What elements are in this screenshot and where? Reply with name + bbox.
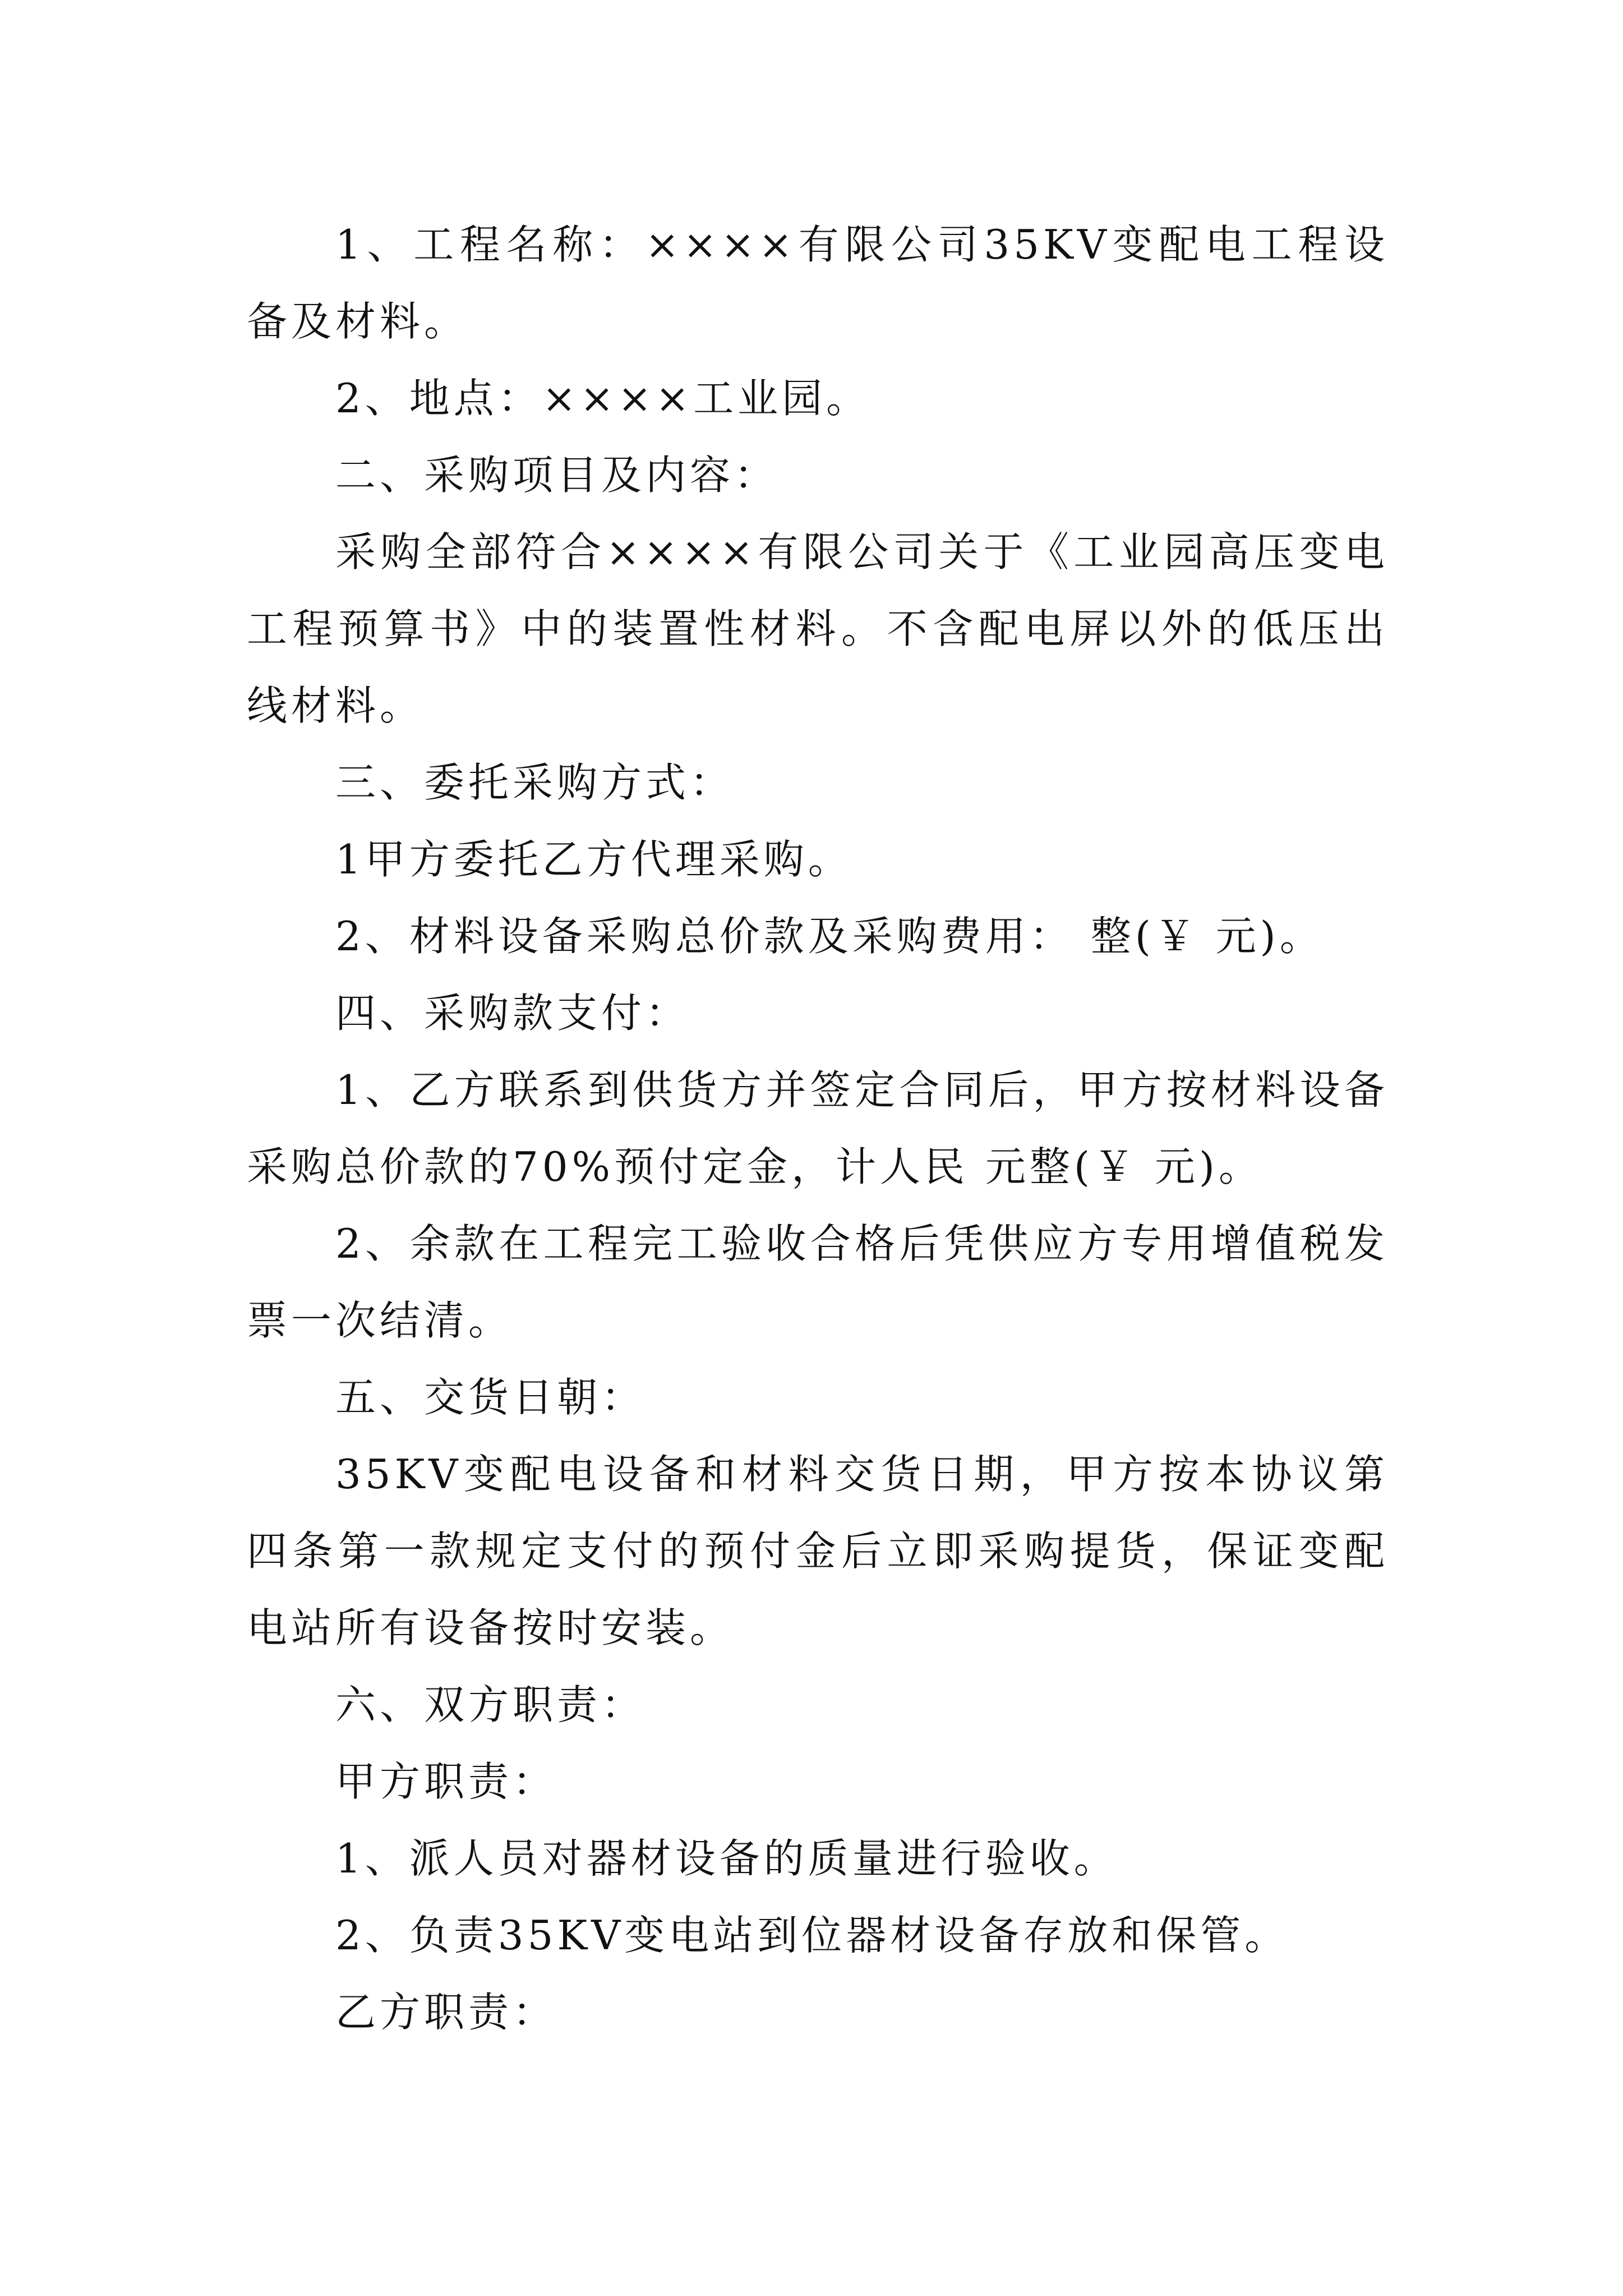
paragraph-deposit: 1、乙方联系到供货方并签定合同后，甲方按材料设备采购总价款的70%预付定金，计人民 元整(￥ 元)。 [247,1066,1389,1190]
heading-party-b-duties: 乙方职责： [335,1989,557,2036]
heading-payment: 四、采购款支付： [335,990,690,1037]
heading-purchase-items: 二、采购项目及内容： [335,452,779,499]
heading-party-a-duties: 甲方职责： [335,1758,557,1805]
document-body [247,206,1389,2051]
paragraph-party-a-duty-1: 1、派人员对器材设备的质量进行验收。 [335,1835,1118,1882]
paragraph-party-a-duty-2: 2、负责35KV变电站到位器材设备存放和保管。 [335,1912,1289,1959]
paragraph-agency: 1甲方委托乙方代理采购。 [335,836,852,883]
paragraph-project-name: 1、工程名称：××××有限公司35KV变配电工程设备及材料。 [247,221,1389,345]
paragraph-location: 2、地点：××××工业园。 [335,375,871,422]
paragraph-total-price: 2、材料设备采购总价款及采购费用： 整(￥ 元)。 [335,913,1324,960]
paragraph-balance: 2、余款在工程完工验收合格后凭供应方专用增值税发票一次结清。 [247,1220,1389,1344]
paragraph-purchase-content: 采购全部符合××××有限公司关于《工业园高压变电工程预算书》中的装置性材料。不含配电屏以外的低压出线材料。 [247,528,1389,729]
heading-delivery: 五、交货日朝： [335,1374,646,1421]
heading-purchase-method: 三、委托采购方式： [335,759,735,806]
paragraph-delivery-date: 35KV变配电设备和材料交货日期，甲方按本协议第四条第一款规定支付的预付金后立即采购提货，保证变配电站所有设备按时安装。 [247,1451,1389,1651]
heading-responsibilities: 六、双方职责： [335,1681,646,1728]
